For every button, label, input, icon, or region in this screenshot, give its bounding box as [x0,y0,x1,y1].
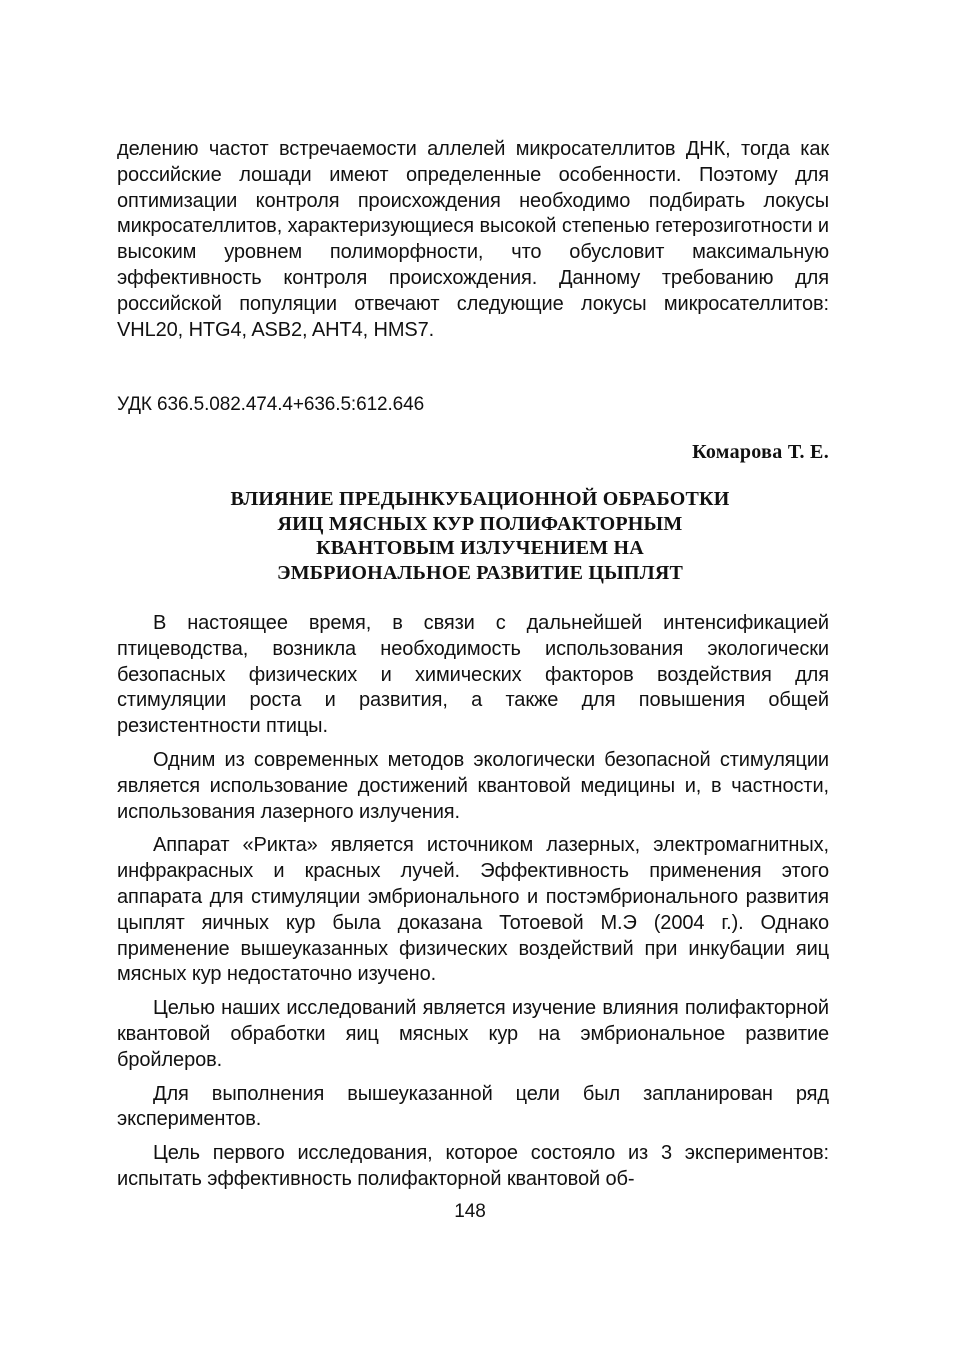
article-title [150,487,810,585]
title-line: ВЛИЯНИЕ ПРЕДЫНКУБАЦИОННОЙ ОБРАБОТКИ [230,488,730,510]
body-paragraph: В настоящее время, в связи с дальнейшей интенсификацией птицеводства, возникла необходимость использования экологически безопасных физических и химических факторов воздействия для стимуляции роста и развития, а также для повышения общей резистентности птицы. [117,612,829,738]
body-paragraph: Аппарат «Рикта» является источником лазерных, электромагнитных, инфракрасных и красных лучей. Эффективность применения этого аппарата для стимуляции эмбрионального и постэмбрионального развития цыплят яичных кур была доказана Тотоевой М.Э (2004 г.). Однако применение вышеуказанных физических воздействий при инкубации яиц мясных кур недостаточно изучено. [117,834,829,986]
article-body [117,611,829,1193]
intro-paragraph: делению частот встречаемости аллелей микросателлитов ДНК, тогда как российские лошади имеют определенные особенности. Поэтому для оптимизации контроля происхождения необходимо подбирать локусы микросателлитов, характеризующиеся высокой степенью гетерозиготности и высоким уровнем полиморфности, что обусловит максимальную эффективность контроля происхождения. Данному требованию для российской популяции отвечают следующие локусы микросателлитов: VHL20, HTG4, ASB2, AHT4, HMS7. [117,138,829,341]
body-paragraph: Цель первого исследования, которое состояло из 3 экспериментов: испытать эффективность полифакторной квантовой об- [117,1142,829,1190]
page-number: 148 [454,1201,486,1222]
body-paragraph: Одним из современных методов экологически безопасной стимуляции является использование достижений квантовой медицины и, в частности, использования лазерного излучения. [117,748,829,823]
body-paragraph: Для выполнения вышеуказанной цели был запланирован ряд экспериментов. [117,1082,829,1131]
title-line: КВАНТОВЫМ ИЗЛУЧЕНИЕМ НА [316,537,644,559]
intro-text-block [117,137,829,343]
title-line: ЯИЦ МЯСНЫХ КУР ПОЛИФАКТОРНЫМ [277,512,683,535]
udk-code: УДК 636.5.082.474.4+636.5:612.646 [117,394,425,415]
author-name: Комарова Т. Е. [692,441,829,463]
title-line: ЭМБРИОНАЛЬНОЕ РАЗВИТИЕ ЦЫПЛЯТ [276,561,684,584]
body-paragraph: Целью наших исследований является изучение влияния полифакторной квантовой обработки яиц мясных кур на эмбриональное развитие бройлеров. [117,997,829,1071]
